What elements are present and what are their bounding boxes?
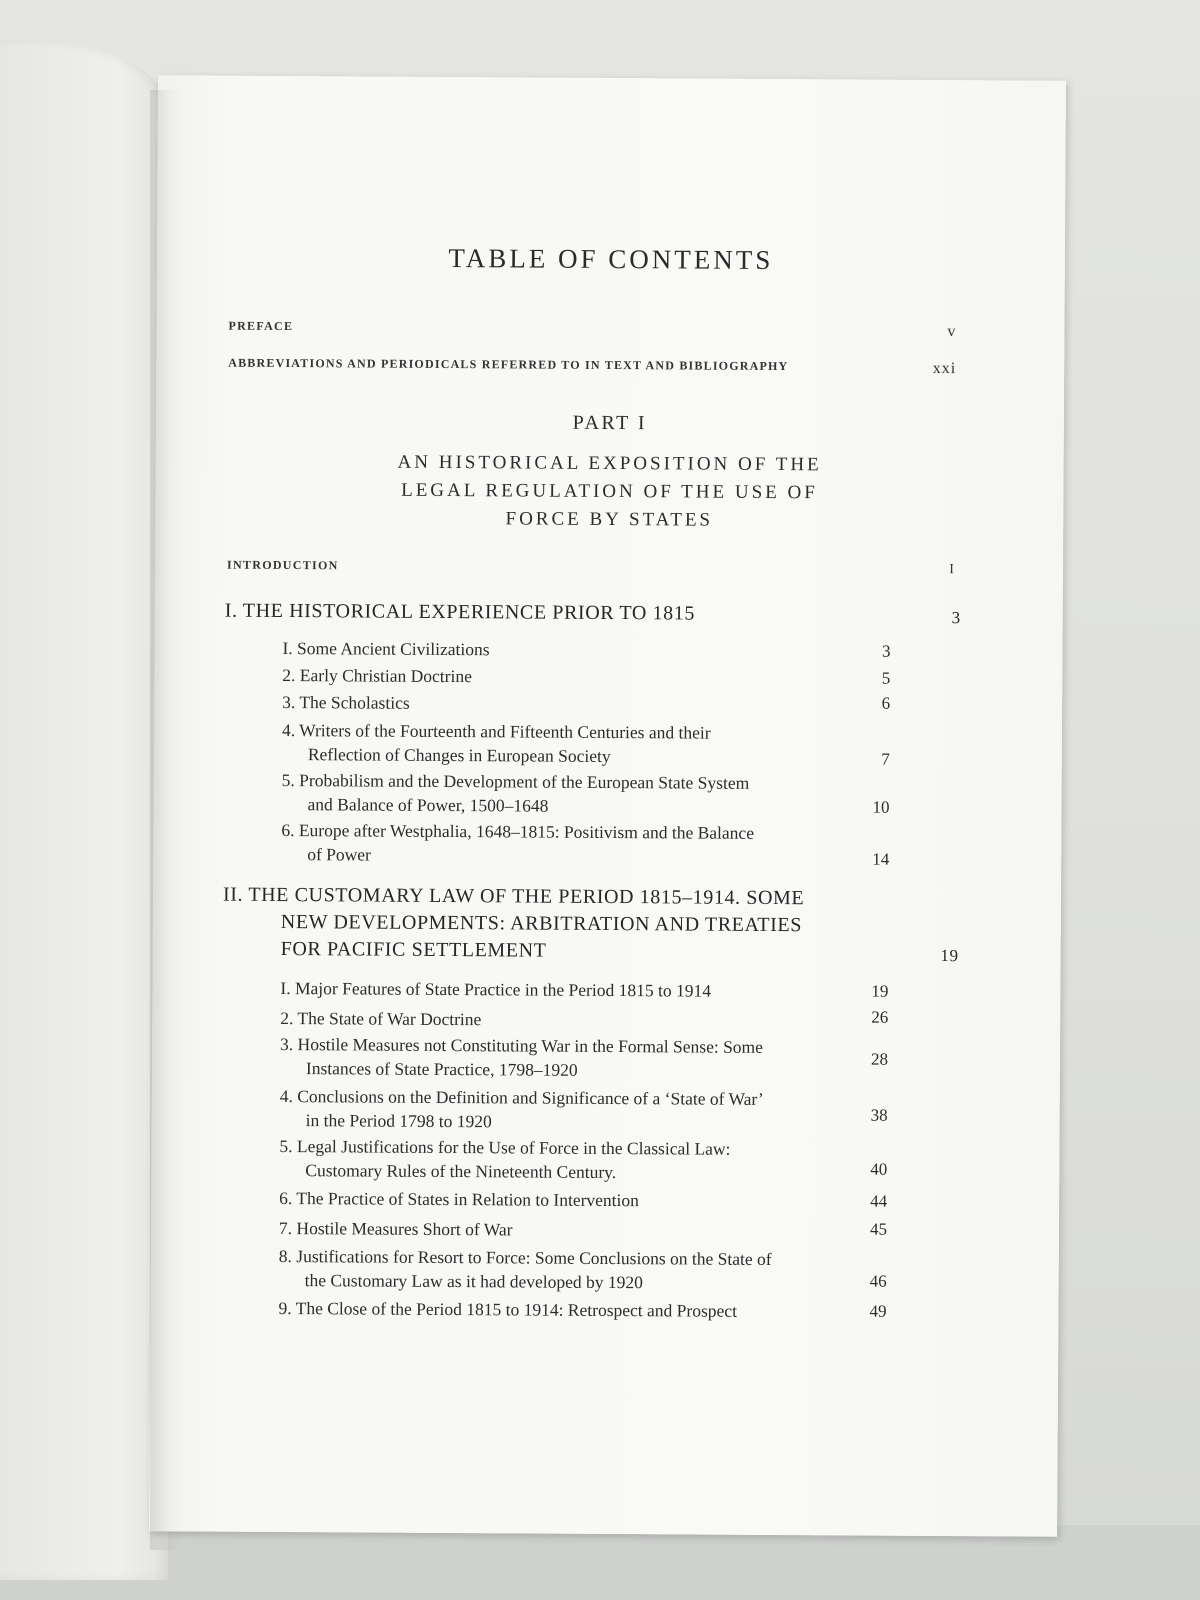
entry-label: PREFACE	[228, 318, 294, 334]
entry-label: ABBREVIATIONS AND PERIODICALS REFERRED TO IN TEXT AND BIBLIOGRAPHY	[228, 355, 789, 374]
entry-label: INTRODUCTION	[226, 557, 339, 573]
section-title-line: I. Some Ancient Civilizations	[282, 637, 490, 660]
part-title-line: AN HISTORICAL EXPOSITION OF THE	[397, 451, 822, 476]
toc-entry-introduction	[226, 557, 956, 578]
section-page: 3	[881, 641, 891, 661]
section-title-line: Reflection of Changes in European Society	[307, 744, 611, 767]
section-title-line: 9. The Close of the Period 1815 to 1914: Retrospect and Prospect	[278, 1297, 738, 1321]
chapter-page: 19	[940, 946, 959, 966]
chapter-title-line: NEW DEVELOPMENTS: ARBITRATION AND TREATIES	[280, 910, 803, 937]
section-title-line: 5. Probabilism and the Development of the European State System	[281, 769, 750, 793]
entry-page: xxi	[932, 359, 957, 378]
toc-section	[278, 1216, 888, 1243]
chapter-title-line: FOR PACIFIC SETTLEMENT	[280, 937, 547, 962]
section-page: 45	[869, 1219, 888, 1239]
section-title-line: 3. Hostile Measures not Constituting War in the Formal Sense: Some	[280, 1033, 764, 1057]
section-title-line: I. Major Features of State Practice in the Period 1815 to 1914	[280, 977, 712, 1001]
part-title	[155, 447, 1063, 537]
chapter-title-line: II. THE CUSTOMARY LAW OF THE PERIOD 1815–1914. SOME	[222, 883, 805, 910]
section-page: 38	[870, 1105, 888, 1125]
toc-entry-abbreviations	[228, 355, 957, 378]
section-title-line: 5. Legal Justifications for the Use of Force in the Classical Law:	[279, 1135, 731, 1159]
section-page: 46	[869, 1271, 887, 1291]
toc-section	[280, 1006, 889, 1033]
toc-section	[282, 636, 891, 663]
section-page: 40	[870, 1159, 888, 1179]
section-title-line: 6. The Practice of States in Relation to Intervention	[279, 1187, 640, 1211]
part-heading: PART I	[572, 411, 648, 435]
section-page: 28	[870, 1049, 889, 1069]
chapter-title-line: I. THE HISTORICAL EXPERIENCE PRIOR TO 1815	[224, 599, 696, 625]
section-title-line: 2. The State of War Doctrine	[280, 1007, 482, 1030]
chapter-page: 3	[951, 608, 961, 628]
chapter-heading	[224, 598, 961, 629]
section-title-line: of Power	[307, 844, 371, 865]
section-title-line: 3. The Scholastics	[282, 691, 410, 713]
part-title-line: FORCE BY STATES	[505, 508, 714, 531]
toc-section	[280, 1032, 889, 1083]
section-title-line: the Customary Law as it had developed by 1920	[304, 1270, 643, 1293]
section-title-line: 6. Europe after Westphalia, 1648–1815: Positivism and the Balance	[281, 819, 755, 843]
toc-content	[149, 75, 1066, 1537]
section-title-line: 2. Early Christian Doctrine	[282, 664, 472, 687]
section-title-line: 7. Hostile Measures Short of War	[278, 1217, 513, 1240]
section-title-line: 4. Conclusions on the Definition and Significance of a ‘State of War’	[279, 1085, 764, 1109]
toc-section	[282, 690, 891, 717]
toc-section	[278, 1244, 887, 1295]
section-page: 10	[872, 797, 890, 817]
toc-entry-preface	[228, 318, 957, 341]
toc-title: TABLE OF CONTENTS	[448, 243, 774, 275]
toc-section	[282, 663, 891, 690]
toc-section	[281, 768, 890, 819]
toc-section	[281, 718, 890, 769]
section-page: 49	[869, 1301, 887, 1321]
section-page: 6	[881, 693, 891, 713]
toc-section	[279, 1134, 888, 1185]
entry-page: v	[947, 323, 957, 341]
chapter-heading	[222, 882, 959, 967]
section-page: 44	[870, 1191, 888, 1211]
section-page: 7	[881, 749, 890, 769]
section-title-line: and Balance of Power, 1500–1648	[307, 794, 549, 816]
toc-section	[279, 1186, 888, 1213]
toc-section	[281, 818, 890, 869]
page-gutter-shadow	[150, 90, 184, 1550]
part-title-line: LEGAL REGULATION OF THE USE OF	[401, 479, 818, 504]
section-page: 14	[872, 849, 890, 869]
entry-page: I	[949, 562, 956, 578]
book-page	[149, 75, 1066, 1537]
left-page	[0, 40, 168, 1580]
toc-section	[280, 976, 889, 1003]
section-title-line: 8. Justifications for Resort to Force: Some Conclusions on the State of	[278, 1245, 772, 1269]
section-title-line: Instances of State Practice, 1798–1920	[305, 1058, 578, 1080]
toc-section	[279, 1084, 888, 1135]
section-title-line: Customary Rules of the Nineteenth Century.	[305, 1160, 617, 1183]
section-page: 26	[871, 1007, 889, 1027]
section-title-line: 4. Writers of the Fourteenth and Fifteenth Centuries and their	[281, 719, 711, 743]
toc-section	[278, 1296, 887, 1323]
section-title-line: in the Period 1798 to 1920	[305, 1110, 492, 1132]
section-page: 19	[871, 981, 889, 1001]
section-page: 5	[881, 668, 891, 688]
